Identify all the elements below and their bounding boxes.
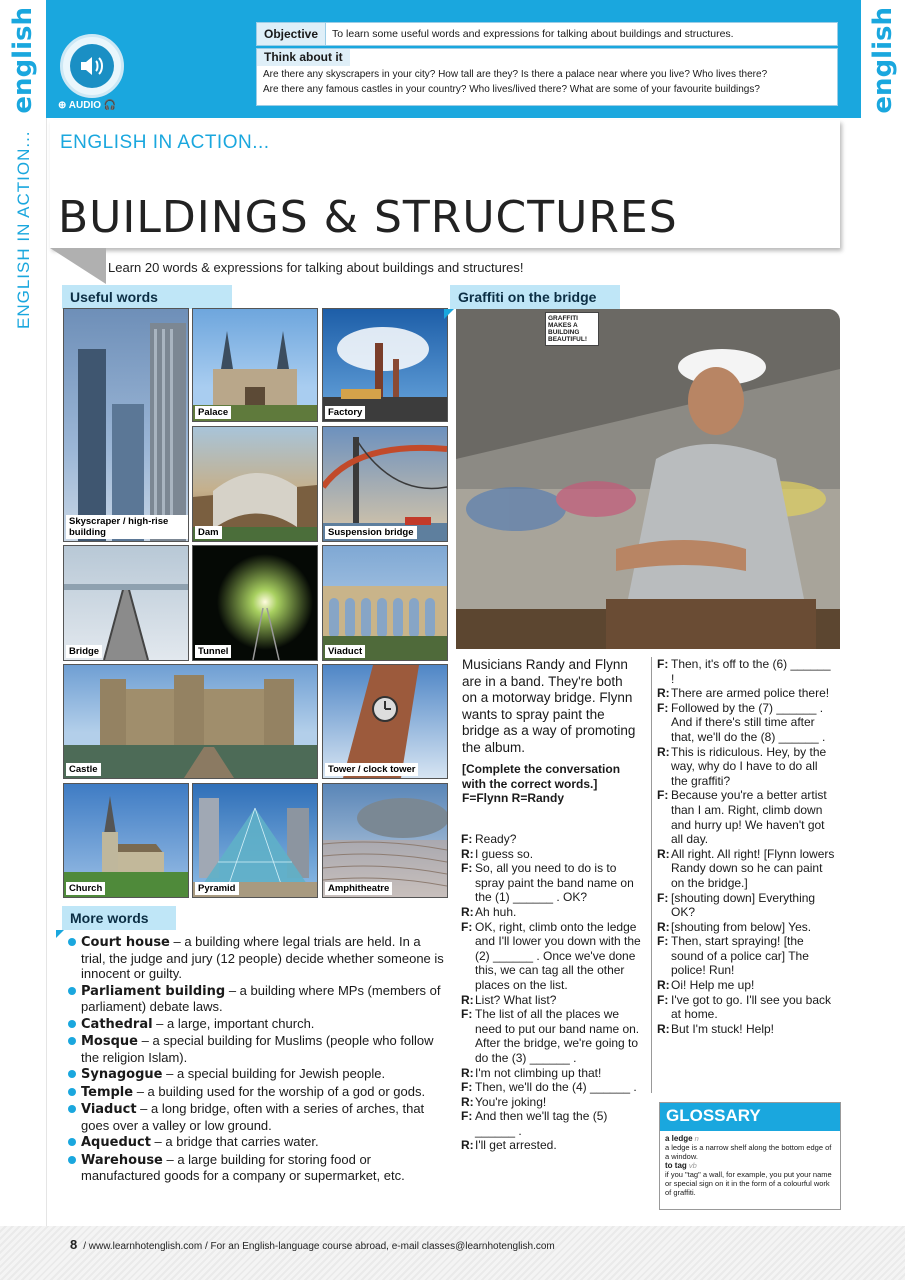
dialogue-line: F: OK, right, climb onto the ledge and I'll lower you down with the (2) ______ . Once we've done this, we can tag all the other places on the list. [461,919,641,992]
tab-corner [56,930,64,938]
think-question-1: Are there any skyscrapers in your city? How tall are they? Is there a palace near where you live? Who lives there? [263,69,768,80]
dialogue-line: F: Then, it's off to the (6) ______ ! [657,657,831,686]
photo-caption: Tunnel [195,645,231,658]
photo-church [63,783,189,898]
photo-caption: Factory [325,406,365,419]
photo-factory [322,308,448,422]
speaker-icon [70,44,114,88]
footer-url[interactable]: / www.learnhotenglish.com / For an English-language course abroad, e-mail classes@learnhotenglish.com [83,1241,555,1252]
photo-viaduct [322,545,448,661]
photo-palace [192,308,318,422]
more-words-heading: More words [62,906,176,930]
think-box [256,48,838,106]
glossary-heading: GLOSSARY [660,1103,840,1131]
photo-clock-tower [322,664,448,779]
dialogue-line: R: All right. All right! [Flynn lowers Randy down so he can paint on the bridge.] [657,846,835,890]
photo-caption: Skyscraper / high-rise building [66,515,188,539]
graffiti-instruction: [Complete the conversation with the correct words.] F=Flynn R=Randy [462,762,621,805]
photo-caption: Amphitheatre [325,882,392,895]
photo-caption: Bridge [66,645,102,658]
list-item: Synagogue – a special building for Jewish people. [68,1066,448,1083]
dialogue-line: F: Then, we'll do the (4) ______ . [461,1080,637,1095]
photo-pyramid [192,783,318,898]
dialogue-line: R: This is ridiculous. Hey, by the way, why do I have to do all the graffiti? [657,744,827,788]
dialogue-line: F: Because you're a better artist than I am. Right, climb down and hurry up! We haven't got all day. [657,788,827,847]
list-item: Viaduct – a long bridge, often with a series of arches, that goes over a valley or low ground. [68,1101,448,1133]
audio-label[interactable]: ⊕ AUDIO 🎧 [58,100,117,111]
photo-caption: Pyramid [195,882,239,895]
glossary-definition: a ledge is a narrow shelf along the bottom edge of a window. [665,1143,832,1161]
dialogue-line: R: I'll get arrested. [461,1138,557,1153]
glossary-entry: a ledge n [665,1134,699,1143]
logo-text: english [8,6,38,114]
photo-amphitheatre [322,783,448,898]
photo-castle [63,664,318,779]
list-item: Mosque – a special building for Muslims (people who follow the religion Islam). [68,1033,448,1065]
photo-caption: Viaduct [325,645,365,658]
dialogue-line: F: Ready? [461,832,517,846]
dialogue-line: F: And then we'll tag the (5) ______ . [461,1109,608,1138]
glossary-entry: to tag vb [665,1161,697,1170]
side-label: ENGLISH IN ACTION... [14,130,33,330]
dialogue-line: R: But I'm stuck! Help! [657,1021,774,1036]
footer [0,1226,905,1280]
audio-button[interactable] [60,34,124,98]
graffiti-heading: Graffiti on the bridge [450,285,620,309]
more-words-list [68,934,448,1185]
graffiti-photo [456,309,840,649]
footer-text [70,1237,555,1252]
dialogue-line: F: I've got to go. I'll see you back at home. [657,992,832,1022]
page-fold [50,248,106,284]
dialogue-left [461,832,643,1153]
graffiti-intro: Musicians Randy and Flynn are in a band. They're both on a motorway bridge. Flynn wants to spray paint the bridge as a way of promoting the album. [462,657,636,755]
list-item: Cathedral – a large, important church. [68,1016,448,1033]
tab-corner [444,309,454,319]
glossary-box [659,1102,841,1210]
objective-tag: Objective [257,23,326,45]
dialogue-line: R: List? What list? [461,992,557,1007]
photo-dam [192,426,318,542]
objective-box [256,22,838,46]
right-logo [861,0,905,120]
photo-caption: Palace [195,406,231,419]
list-item: Temple – a building used for the worship of a god or gods. [68,1084,448,1101]
dialogue-line: F: The list of all the places we need to put our band name on. After the bridge, we're going to do the (3) ______ . [461,1007,640,1065]
photo-caption: Suspension bridge [325,526,417,539]
dialogue-line: R: You're joking! [461,1094,547,1109]
photo-caption: Tower / clock tower [325,763,418,776]
dialogue-line: R: Ah huh. [461,904,517,919]
dialogue-line: R: [shouting from below] Yes. [657,919,812,934]
objective-text: To learn some useful words and expressions for talking about buildings and structures. [332,28,734,40]
page-number: 8 [70,1237,78,1252]
photo-skyscraper [63,308,189,542]
photo-suspension-bridge [322,426,448,542]
photo-caption: Church [66,882,105,895]
photo-tunnel [192,545,318,661]
dialogue-line: R: I'm not climbing up that! [461,1065,602,1080]
glossary-body [660,1131,840,1200]
column-divider [651,657,652,1093]
page-title: BUILDINGS & STRUCTURES [58,192,678,243]
dialogue-line: F: Then, start spraying! [the sound of a police car] The police! Run! [657,934,809,978]
speech-bubble: GRAFFITI MAKES A BUILDING BEAUTIFUL! [545,312,599,346]
photo-caption: Castle [66,763,101,776]
right-logo-text: english [868,6,898,114]
dialogue-line: R: There are armed police there! [657,686,830,701]
dialogue-line: F: Followed by the (7) ______ . And if there's still time after that, we'll do the (8) ______ . [657,700,826,744]
useful-words-heading: Useful words [62,285,232,309]
think-question-2: Are there any famous castles in your country? Who lives/lived there? What are some of your favourite buildings? [263,84,760,95]
page-subtitle: Learn 20 words & expressions for talking about buildings and structures! [108,260,524,275]
list-item: Warehouse – a large building for storing food or manufactured goods for a company or supermarket, etc. [68,1152,448,1184]
dialogue-line: R: Oi! Help me up! [657,978,755,993]
dialogue-right [657,657,837,1036]
section-kicker: ENGLISH IN ACTION... [60,132,270,153]
logo [0,0,46,120]
list-item: Parliament building – a building where MPs (members of parliament) debate laws. [68,983,448,1015]
dialogue-line: F: So, all you need to do is to spray paint the band name on the (1) ______ . OK? [461,861,634,905]
photo-bridge [63,545,189,661]
list-item: Court house – a building where legal trials are held. In a trial, the judge and jury (12 people) decide whether someone is innocent or guilty. [68,934,448,982]
dialogue-line: R: I guess so. [461,846,534,861]
photo-caption: Dam [195,526,222,539]
think-tag: Think about it [257,49,350,66]
list-item: Aqueduct – a bridge that carries water. [68,1134,448,1151]
glossary-definition: if you "tag" a wall, for example, you put your name or special sign on it in the form of a colourful work of graffiti. [665,1170,832,1197]
dialogue-line: F: [shouting down] Everything OK? [657,890,816,920]
